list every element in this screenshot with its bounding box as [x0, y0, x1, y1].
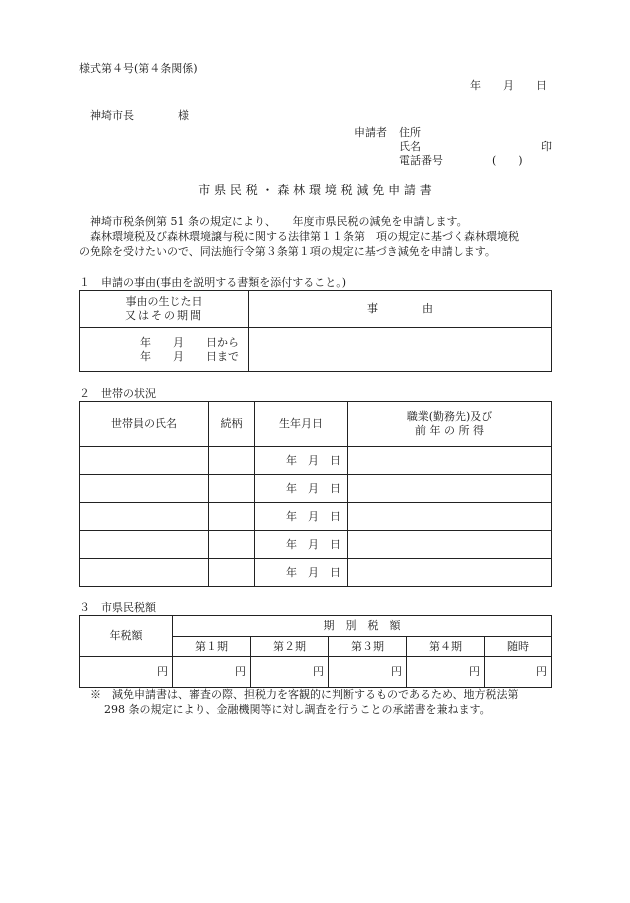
period-4-amount[interactable]: 円	[407, 657, 485, 688]
period-3-amount[interactable]: 円	[329, 657, 407, 688]
table-row	[80, 447, 552, 475]
period-4-header: 第４期	[407, 637, 485, 657]
member-name-cell[interactable]	[80, 559, 209, 587]
occupation-cell[interactable]	[348, 475, 552, 503]
reason-header: 事 由	[249, 291, 552, 328]
mayor-addressee: 神埼市長 様	[90, 109, 189, 122]
table-row	[80, 559, 552, 587]
phone-parentheses[interactable]: ( )	[492, 154, 523, 167]
phone-field[interactable]: 電話番号	[399, 154, 443, 167]
period-2-header: 第２期	[251, 637, 329, 657]
relation-cell[interactable]	[209, 531, 255, 559]
reason-date-cell[interactable]	[80, 328, 249, 372]
annual-tax-amount[interactable]: 円	[80, 657, 173, 688]
tax-amount-table	[79, 615, 552, 688]
occupation-cell[interactable]	[348, 559, 552, 587]
birthdate-cell[interactable]: 年 月 日	[255, 531, 348, 559]
birthdate-cell[interactable]: 年 月 日	[255, 475, 348, 503]
note-line-1: ※ 減免申請書は、審査の際、担税力を客観的に判断するものであるため、地方税法第	[90, 688, 519, 701]
member-name-cell[interactable]	[80, 447, 209, 475]
period-1-header: 第１期	[173, 637, 251, 657]
occupation-cell[interactable]	[348, 531, 552, 559]
col-member-name: 世帯員の氏名	[80, 402, 209, 447]
period-1-amount[interactable]: 円	[173, 657, 251, 688]
reason-to-date[interactable]: 年 月 日まで	[140, 349, 239, 363]
period-tax-header: 期 別 税 額	[173, 616, 552, 637]
reason-table	[79, 290, 552, 372]
document-title: 市 県 民 税 ・ 森 林 環 境 税 減 免 申 請 書	[198, 183, 432, 197]
address-field[interactable]: 住所	[399, 126, 421, 139]
col-relation: 続柄	[209, 402, 255, 447]
occupation-cell[interactable]	[348, 447, 552, 475]
table-row	[80, 475, 552, 503]
applicant-label: 申請者	[354, 126, 387, 139]
date-field[interactable]: 年 月 日	[470, 79, 547, 92]
relation-cell[interactable]	[209, 447, 255, 475]
member-name-cell[interactable]	[80, 475, 209, 503]
household-table	[79, 401, 552, 587]
member-name-cell[interactable]	[80, 531, 209, 559]
col-occupation-income	[348, 402, 552, 447]
relation-cell[interactable]	[209, 475, 255, 503]
section3-heading: ３ 市県民税額	[79, 601, 156, 614]
birthdate-cell[interactable]: 年 月 日	[255, 447, 348, 475]
reason-date-header-line1: 事由の生じた日	[125, 295, 203, 308]
section2-heading: ２ 世帯の状況	[79, 387, 156, 400]
period-anytime-header: 随時	[485, 637, 552, 657]
reason-from-date[interactable]: 年 月 日から	[140, 335, 239, 349]
intro-line-2: 森林環境税及び森林環境譲与税に関する法律第１１条第 項の規定に基づく森林環境税	[90, 230, 519, 243]
col-occupation-line2: 前 年 の 所 得	[415, 424, 484, 437]
reason-date-header-line2: 又はその期間	[125, 309, 203, 322]
birthdate-cell[interactable]: 年 月 日	[255, 559, 348, 587]
birthdate-cell[interactable]: 年 月 日	[255, 503, 348, 531]
name-field[interactable]: 氏名	[399, 140, 421, 153]
col-occupation-line1: 職業(勤務先)及び	[406, 410, 493, 423]
occupation-cell[interactable]	[348, 503, 552, 531]
col-birthdate: 生年月日	[255, 402, 348, 447]
seal-mark: 印	[541, 140, 552, 153]
table-row	[80, 531, 552, 559]
reason-text-cell[interactable]	[249, 328, 552, 372]
table-row	[80, 503, 552, 531]
member-name-cell[interactable]	[80, 503, 209, 531]
reason-date-header	[80, 291, 249, 328]
period-2-amount[interactable]: 円	[251, 657, 329, 688]
section1-heading: １ 申請の事由(事由を説明する書類を添付すること。)	[79, 276, 347, 289]
relation-cell[interactable]	[209, 559, 255, 587]
note-line-2: 298 条の規定により、金融機関等に対し調査を行うことの承諾書を兼ねます。	[104, 703, 491, 716]
intro-line-1: 神埼市税条例第 51 条の規定により、 年度市県民税の減免を申請します。	[90, 215, 468, 228]
relation-cell[interactable]	[209, 503, 255, 531]
period-anytime-amount[interactable]: 円	[485, 657, 552, 688]
period-3-header: 第３期	[329, 637, 407, 657]
intro-line-3: の免除を受けたいので、同法施行令第３条第１項の規定に基づき減免を申請します。	[79, 245, 496, 258]
form-number: 様式第４号(第４条関係)	[79, 62, 198, 75]
annual-tax-header: 年税額	[80, 616, 173, 657]
